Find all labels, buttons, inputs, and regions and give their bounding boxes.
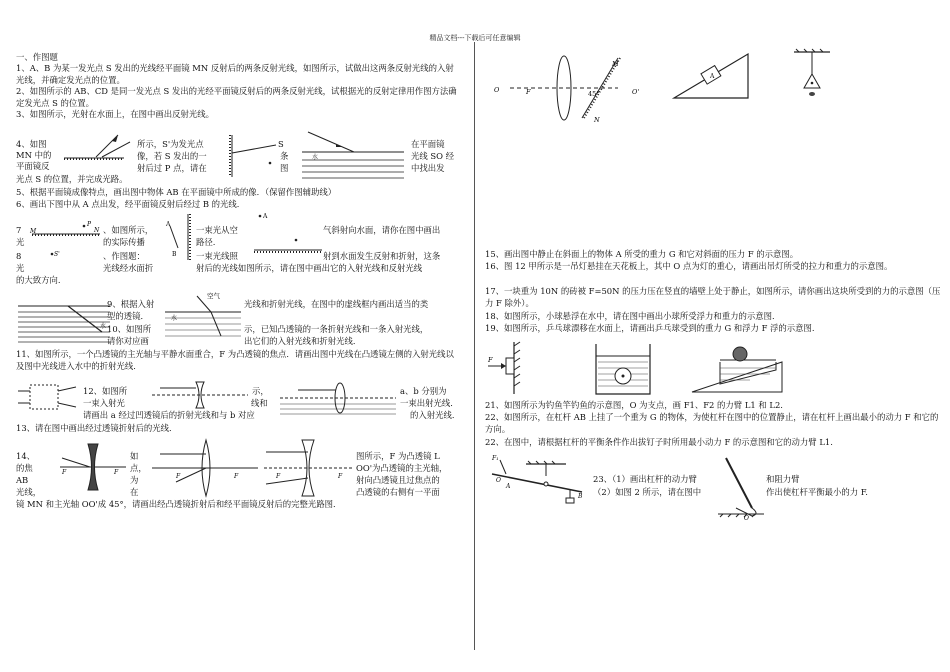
q7-text-b: 、如图所示， [103,225,154,235]
q12-text-b: 示， [252,386,269,396]
label-b: B [172,251,177,258]
question-5: 5、根据平面镜成像特点，画出图中物体 AB 在平面镜中所成的像．（保留作图辅助线） [16,187,337,197]
label-air: 空气 [207,292,220,300]
label-p: P [87,221,92,228]
q12-figure-concave [150,380,250,410]
q7-text-c: 的实际传播 [103,237,145,247]
q8-text-f: 射后的光线如图所示，请在图中画出它的入射光线和反射光线 [196,263,423,273]
q14-text-k: 在 [130,487,139,497]
q13-figure-concave [58,440,128,494]
q9-text-c: 型的透镜． [107,311,149,321]
label-a2: A [263,213,268,220]
q4-figure-water [300,130,406,182]
question-18: 18、如图所示，小球悬浮在水中，请在图中画出小球所受浮力和重力的示意图． [485,311,781,321]
q8-num: 8 [16,251,22,261]
q12-text-a: 12、如图所 [83,386,128,396]
q14-num: 14、 [16,451,36,461]
q14-text-f: OO'为凸透镜的主光轴， [356,463,448,473]
q21-figure-fishing-rod [486,452,590,514]
label-a4: A [506,483,511,490]
q14-text-g: AB [16,475,29,485]
q8-text-d: 光 [16,263,25,273]
q13-figure-convex [150,438,260,498]
q16-figure-lamp [790,48,834,108]
q14-text-b: 如 [130,451,139,461]
q10-text-c: 请你对应画 [107,336,149,346]
q12-text-h: 的入射光线． [410,410,461,420]
q12-text-f: 一束出射光线． [400,398,459,408]
question-2: 2、如图所示的 AB、CD 是同一发光点 S 发出的光经平面镜反射后的两条反射光线，试根据光的反射定律用作图方法确定发光点 S 的位置。 [16,86,457,108]
label-f6: F [338,473,343,480]
q8-text-e: 一束光线照 [196,251,238,261]
column-divider [474,42,475,650]
q7-text-g: 光 [16,237,25,247]
question-17: 17、一块重为 10N 的砖被 F=50N 的压力压在竖直的墙壁上处于静止，如图所示，请你画出这块所受到的力的示意图（压力 F 除外）。 [485,286,941,308]
q11-figure-box [16,381,80,413]
q8-text-c: 光线经水面折 [103,263,154,273]
q5-figure-mirror [30,212,102,268]
q4-text-j: 光点 S 的位置，并完成光路。 [16,174,128,184]
q19-figure-ball-incline [690,340,784,396]
label-a3: A [710,73,715,80]
label-a: A [166,221,171,228]
q23-text-d: 作出使杠杆平衡最小的力 F. [766,487,868,497]
q12-text-g: 请画出 a 经过凹透镜后的折射光线和与 b 对应 [83,410,255,420]
q17-figure-wall-brick [486,340,530,396]
q4-figure-s-prime [222,133,282,179]
q9-text-a: 9、根据入射 [107,299,155,309]
label-f-press: F [488,356,493,364]
q14-text-d: 的焦 [16,463,33,473]
q15-figure-incline [670,50,752,102]
label-f1: F [62,469,67,476]
section-title: 一、作图题 [16,52,58,62]
question-22a: 22、如图所示，在杠杆 AB 上挂了一个重为 G 的物体，为使杠杆在图中的位置静止，请在杠杆上画出最小的动力 F 和它的方向。 [485,412,939,434]
page-header: 精品文档---下载后可任意编辑 [429,34,521,42]
label-water: 水 [312,154,319,161]
q4-text-h: 光线 SO 经 [411,151,455,161]
q23-text-a: 23、（1）画出杠杆的动力臂 [593,474,697,484]
label-f5: F [276,473,281,480]
question-16: 16、图 12 甲所示是一吊灯悬挂在天花板上，其中 O 点为灯的重心，请画出吊灯所受的拉力和重力的示意图。 [485,261,893,271]
label-b2: B [578,493,583,500]
question-3: 3、如图所示，光射在水面上，在图中画出反射光线。 [16,109,214,119]
question-15: 15、画出图中静止在斜面上的物体 A 所受的重力 G 和它对斜面的压力 F 的示意图。 [485,249,799,259]
q4-text-f: 射后过 P 点，请在 [137,163,207,173]
q9-figure-air-water [163,290,243,352]
q14-text-m: 镜 MN 和主光轴 OO'成 45°，请画出经凸透镜折射后和经平面镜反射后的完整光路图． [16,499,342,509]
label-o4: O [744,515,749,522]
q10-text-b: 示，已知凸透镜的一条折射光线和一条入射光线， [244,324,429,334]
q23-text-b: （2）如图 2 所示，请在图中 [593,487,702,497]
q12-text-c: a、b 分别为 [400,386,447,396]
q23-text-c: 和阻力臂 [766,474,800,484]
q12-text-e: 线和 [251,398,268,408]
q22-figure-nail-lever [716,452,766,520]
label-m2: M [612,60,619,68]
label-f4: F [234,473,239,480]
q14-text-i: 射向凸透镜且过焦点的 [356,475,440,485]
label-n: N [94,227,100,234]
q4-text-d: 所示，S'为发光点 [137,139,204,149]
question-6: 6、画出下图中从 A 点出发，经平面镜反射后经过 B 的光线． [16,199,246,209]
q8-text-h: 的大致方向. [16,275,61,285]
label-o-prime: O' [632,88,640,96]
q7-text-f: 气斜射向水面，请你在图中画出 [323,225,441,235]
label-f1: F₁ [492,455,499,462]
label-o: O [494,86,500,94]
q7-text-d: 一束光从空 [196,225,238,235]
q14-text-l: 凸透镜的右侧有一平面 [356,487,440,497]
q7-num: 7 [16,225,22,235]
q12-figure-lens-water [278,382,398,416]
q4-text-c: 平面镜反 [16,161,50,171]
question-1: 1、A、B 为某一发光点 S 发出的光线经平面镜 MN 反射后的两条反射光线，如图所示，试做出这两条反射光线的入射光线，并确定发光点的位置。 [16,63,454,85]
q10-text-a: 10、如图所 [107,324,152,334]
label-f2: F [114,469,119,476]
label-water3: 水 [171,315,178,322]
q14-figure-o-prime [630,84,650,98]
q7-text-e: 路径. [196,237,216,247]
q12-text-d: 一束入射光 [83,398,125,408]
question-22b: 22、在图中，请根据杠杆的平衡条件作出拔钉子时所用最小动力 F 的示意图和它的动力臂 L1. [485,437,833,447]
q4-text-tiao: 条 [280,151,289,161]
q4-text-b: MN 中的 [16,150,52,160]
label-s-prime: S' [54,251,60,258]
question-21: 21、如图所示为钓鱼竿钓鱼的示意图，O 为支点，画 F1、F2 的力臂 L1 和 L2. [485,400,783,410]
question-13: 13、请在图中画出经过透镜折射后的光线． [16,423,178,433]
q4-text-a: 4、如图 [16,139,47,149]
q14-text-h: 为 [130,475,139,485]
label-water2: 水 [100,323,107,330]
q4-text-i: 中找出发 [411,163,445,173]
question-19: 19、如图所示，乒乓球漂移在水面上，请画出乒乓球受到的重力 G 和浮力 F 浮的示意图. [485,323,815,333]
q4-figure-mirror-rays [62,130,138,166]
q4-text-tu: 图 [280,163,289,173]
label-m: M [30,228,37,235]
label-f3: F [176,473,181,480]
label-45: 45° [588,90,600,98]
q14-text-c: 图所示，F 为凸透镜 L [356,451,440,461]
q18-figure-beaker [590,340,656,398]
q14-figure-lens-axis [262,438,354,498]
question-11: 11、如图所示，一个凸透镜的主光轴与平静水面重合，F 为凸透镜的焦点．请画出图中光线在凸透镜左侧的入射光线以及图中光线进入水中的折射光线． [16,349,454,371]
q14-figure-mirror-45 [490,52,620,122]
q9-text-b: 光线和折射光线，在图中的虚线框内画出适当的类 [244,299,429,309]
q6-figure-mirror [162,212,196,264]
q7-figure-air-water [252,210,324,262]
q14-text-j: 光线， [16,487,42,497]
q4-text-g: 在平面镜 [411,139,445,149]
label-f7: F [526,88,531,96]
q4-text-s: S [278,139,284,149]
q8-text-b: 、作图题： [103,251,145,261]
q4-text-e: 像，若 S 发出的一 [137,151,207,161]
q8-figure-refraction [16,282,112,346]
label-o3: O [496,477,501,484]
label-n2: N [594,116,600,124]
q8-text-g: 射到水面发生反射和折射，这条 [323,251,441,261]
q10-text-d: 出它们的入射光线和折射光线． [244,336,362,346]
q14-text-e: 点， [130,463,147,473]
